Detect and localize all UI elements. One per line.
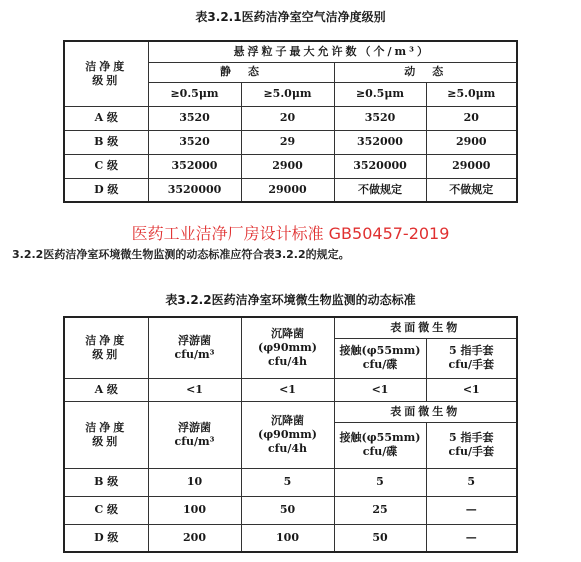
table-row — [64, 378, 517, 401]
grade-cell: B 级 — [64, 130, 148, 154]
value-cell: 3520 — [148, 106, 241, 130]
value-cell: 2900 — [241, 154, 334, 178]
value-cell: 不做规定 — [426, 178, 517, 202]
value-cell: 29000 — [426, 154, 517, 178]
grade-cell: D 级 — [64, 524, 148, 552]
value-cell: 200 — [148, 524, 241, 552]
floating-bacteria-header: 浮游菌 cfu/m³ — [148, 401, 241, 468]
value-cell: 100 — [148, 496, 241, 524]
floating-bacteria-header: 浮游菌 cfu/m³ — [148, 317, 241, 378]
value-cell: <1 — [426, 378, 517, 401]
table-row — [64, 178, 517, 202]
size-0-5-static: ≥0.5μm — [148, 82, 241, 106]
value-cell: 50 — [334, 524, 426, 552]
size-0-5-dynamic: ≥0.5μm — [334, 82, 426, 106]
contact-plate-header: 接触(φ55mm) cfu/碟 — [334, 338, 426, 378]
size-5-0-dynamic: ≥5.0μm — [426, 82, 517, 106]
glove-header: 5 指手套 cfu/手套 — [426, 422, 517, 468]
contact-plate-header: 接触(φ55mm) cfu/碟 — [334, 422, 426, 468]
surface-microbe-header: 表面微生物 — [334, 401, 517, 422]
value-cell: <1 — [241, 378, 334, 401]
grade-cell: A 级 — [64, 106, 148, 130]
grade-cell: A 级 — [64, 378, 148, 401]
table2-caption: 表3.2.2医药洁净室环境微生物监测的动态标准 — [165, 293, 416, 307]
table-row — [64, 468, 517, 496]
glove-header: 5 指手套 cfu/手套 — [426, 338, 517, 378]
value-cell: — — [426, 524, 517, 552]
dynamic-header: 动 态 — [334, 62, 517, 82]
grade-cell: C 级 — [64, 154, 148, 178]
value-cell: <1 — [334, 378, 426, 401]
value-cell: 10 — [148, 468, 241, 496]
value-cell: 5 — [241, 468, 334, 496]
value-cell: 50 — [241, 496, 334, 524]
cleanliness-class-table — [63, 40, 518, 203]
grade-cell: C 级 — [64, 496, 148, 524]
value-cell: 3520 — [148, 130, 241, 154]
size-5-0-static: ≥5.0μm — [241, 82, 334, 106]
value-cell: 100 — [241, 524, 334, 552]
value-cell: 5 — [334, 468, 426, 496]
value-cell: 20 — [241, 106, 334, 130]
grade-header: 洁净度 级别 — [64, 401, 148, 468]
table1-caption: 表3.2.1医药洁净室空气洁净度级别 — [195, 10, 386, 24]
grade-cell: B 级 — [64, 468, 148, 496]
value-cell: 25 — [334, 496, 426, 524]
table-row — [64, 154, 517, 178]
value-cell: 3520000 — [334, 154, 426, 178]
value-cell: 29 — [241, 130, 334, 154]
value-cell: <1 — [148, 378, 241, 401]
value-cell: 352000 — [148, 154, 241, 178]
surface-microbe-header: 表面微生物 — [334, 317, 517, 338]
clause-note: 3.2.2医药洁净室环境微生物监测的动态标准应符合表3.2.2的规定。 — [12, 248, 350, 261]
settling-bacteria-header: 沉降菌 (φ90mm) cfu/4h — [241, 401, 334, 468]
value-cell: 3520 — [334, 106, 426, 130]
table-row — [64, 106, 517, 130]
value-cell: 2900 — [426, 130, 517, 154]
microbial-monitoring-table — [63, 316, 518, 553]
value-cell: 不做规定 — [334, 178, 426, 202]
table-row — [64, 130, 517, 154]
grade-cell: D 级 — [64, 178, 148, 202]
value-cell: 352000 — [334, 130, 426, 154]
static-header: 静 态 — [148, 62, 334, 82]
value-cell: 20 — [426, 106, 517, 130]
particle-limit-header: 悬浮粒子最大允许数（个/m³） — [148, 41, 517, 62]
grade-header: 洁净度 级别 — [64, 317, 148, 378]
settling-bacteria-header: 沉降菌 (φ90mm) cfu/4h — [241, 317, 334, 378]
value-cell: — — [426, 496, 517, 524]
standard-title: 医药工业洁净厂房设计标准 GB50457-2019 — [131, 224, 450, 243]
value-cell: 5 — [426, 468, 517, 496]
table-row — [64, 524, 517, 552]
grade-header: 洁净度 级别 — [64, 41, 148, 106]
value-cell: 3520000 — [148, 178, 241, 202]
table-row — [64, 496, 517, 524]
value-cell: 29000 — [241, 178, 334, 202]
